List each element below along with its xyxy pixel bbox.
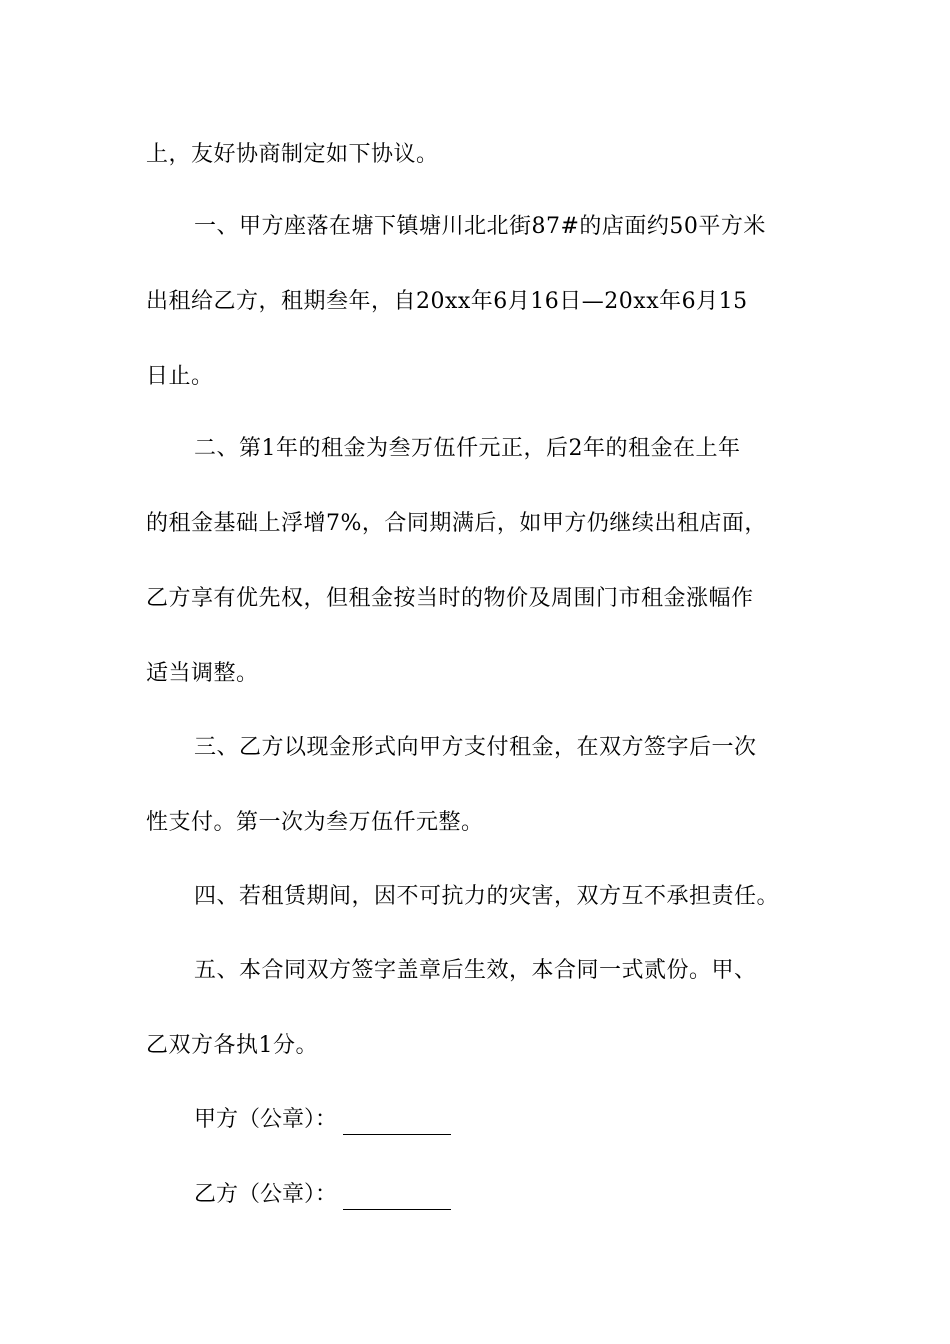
clause-1-line-1: 一、甲方座落在塘下镇塘川北北街87#的店面约50平方米 <box>194 214 766 239</box>
clause-2-line-1: 二、第1年的租金为叁万伍仟元正，后2年的租金在上年 <box>194 436 741 461</box>
party-a-label: 甲方（公章）： <box>194 1107 338 1132</box>
clause-4-line-1: 四、若租赁期间，因不可抗力的灾害，双方互不承担责任。 <box>194 884 780 909</box>
party-a-signature <box>194 1105 451 1135</box>
party-b-signature-line <box>343 1187 451 1210</box>
party-b-label: 乙方（公章）： <box>194 1182 338 1207</box>
clause-5-line-2: 乙双方各执1分。 <box>146 1033 318 1058</box>
clause-1-line-2: 出租给乙方，租期叁年，自20xx年6月16日—20xx年6月15 <box>146 289 748 314</box>
text-line-1: 上，友好协商制定如下协议。 <box>146 142 439 167</box>
clause-1-line-3: 日止。 <box>146 364 214 389</box>
party-b-signature <box>194 1180 451 1210</box>
clause-3-line-2: 性支付。第一次为叁万伍仟元整。 <box>146 810 484 835</box>
clause-2-line-4: 适当调整。 <box>146 661 259 686</box>
clause-3-line-1: 三、乙方以现金形式向甲方支付租金，在双方签字后一次 <box>194 735 757 760</box>
party-a-signature-line <box>343 1112 451 1135</box>
clause-2-line-3: 乙方享有优先权，但租金按当时的物价及周围门市租金涨幅作 <box>146 586 754 611</box>
clause-5-line-1: 五、本合同双方签字盖章后生效，本合同一式贰份。甲、 <box>194 958 757 983</box>
clause-2-line-2: 的租金基础上浮增7%，合同期满后，如甲方仍继续出租店面， <box>146 511 767 536</box>
